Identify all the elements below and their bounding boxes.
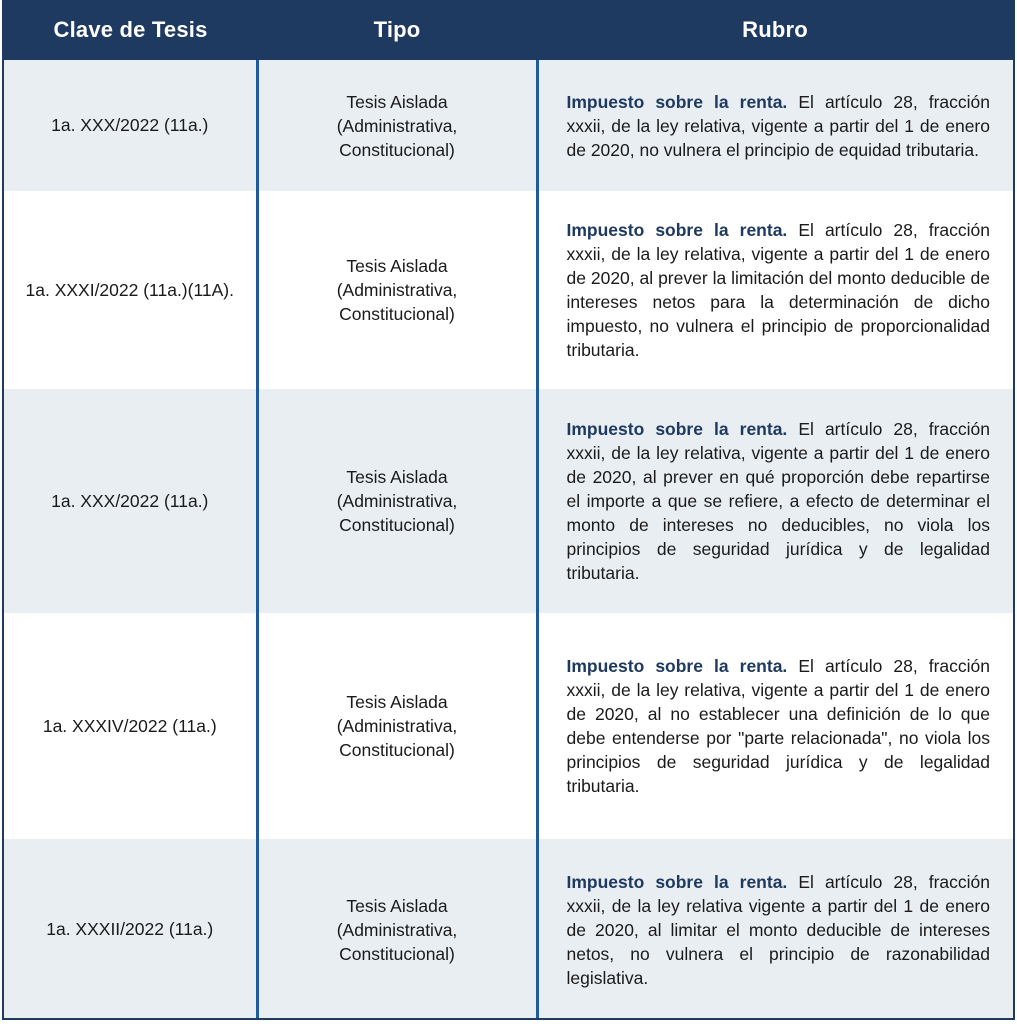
cell-rubro xyxy=(537,839,1013,1020)
rubro-text: El artículo 28, fracción xxxii, de la ley relativa, vigente a partir del 1 de enero de 2020, al prever la limitación del monto deducible de intereses netos para la determinación de dicho impuesto, no vulnera el principio de proporcionalidad tributaria. xyxy=(566,220,991,360)
tipo-line: Constitucional) xyxy=(339,740,455,760)
rubro-title: Impuesto sobre la renta. xyxy=(566,220,788,240)
cell-clave: 1a. XXX/2022 (11a.) xyxy=(4,60,257,191)
rubro-text: El artículo 28, fracción xxxii, de la ley relativa vigente a partir del 1 de enero de 2020, al limitar el monto deducible de intereses netos, no vulnera el principio de razonabilidad legislativa. xyxy=(566,871,991,988)
cell-rubro xyxy=(537,389,1013,613)
tipo-line: (Administrativa, xyxy=(336,115,458,136)
cell-tipo xyxy=(257,389,537,613)
tipo-line: Constitucional) xyxy=(339,139,455,160)
tipo-line: (Administrativa, xyxy=(336,491,458,511)
tipo-line: Tesis Aislada xyxy=(346,692,448,712)
tipo-line: (Administrativa, xyxy=(336,716,458,736)
tesis-table xyxy=(4,0,1013,1020)
cell-clave: 1a. XXX/2022 (11a.) xyxy=(4,389,257,613)
rubro-title: Impuesto sobre la renta. xyxy=(566,419,788,439)
rubro-title: Impuesto sobre la renta. xyxy=(566,91,788,112)
cell-tipo xyxy=(257,191,537,389)
rubro-title: Impuesto sobre la renta. xyxy=(566,871,788,892)
table-body xyxy=(4,60,1013,1020)
cell-tipo xyxy=(257,613,537,839)
header-tipo: Tipo xyxy=(257,0,537,60)
tipo-line: Tesis Aislada xyxy=(346,91,448,112)
tipo-line: Constitucional) xyxy=(339,304,455,324)
tipo-line: Tesis Aislada xyxy=(346,256,448,276)
table-row xyxy=(4,613,1013,839)
cell-rubro xyxy=(537,191,1013,389)
cell-clave: 1a. XXXI/2022 (11a.)(11A). xyxy=(4,191,257,389)
rubro-text: El artículo 28, fracción xxxii, de la ley relativa, vigente a partir del 1 de enero de 2020, al no establecer una definición de lo que debe entenderse por "parte relacionada", no viola los principios de seguridad jurídica y de legalidad tributaria. xyxy=(566,656,991,796)
rubro-title: Impuesto sobre la renta. xyxy=(566,656,788,676)
tipo-line: Tesis Aislada xyxy=(346,895,448,916)
table-row xyxy=(4,389,1013,613)
header-rubro: Rubro xyxy=(537,0,1013,60)
tipo-line: (Administrativa, xyxy=(336,280,458,300)
header-clave: Clave de Tesis xyxy=(4,0,257,60)
cell-tipo xyxy=(257,839,537,1020)
cell-tipo xyxy=(257,60,537,191)
rubro-text: El artículo 28, fracción xxxii, de la ley relativa, vigente a partir del 1 de enero de 2020, al prever en qué proporción debe repartirse el importe a que se refiere, a efecto de determinar el monto de intereses no deducibles, no viola los principios de seguridad jurídica y de legalidad tributaria. xyxy=(566,419,991,583)
table-header xyxy=(4,0,1013,60)
table-row xyxy=(4,839,1013,1020)
table-row xyxy=(4,60,1013,191)
tipo-line: Tesis Aislada xyxy=(346,467,448,487)
tipo-line: (Administrativa, xyxy=(336,919,458,940)
cell-rubro xyxy=(537,613,1013,839)
header-row xyxy=(4,0,1013,60)
table-row xyxy=(4,191,1013,389)
cell-clave: 1a. XXXII/2022 (11a.) xyxy=(4,839,257,1020)
cell-rubro xyxy=(537,60,1013,191)
tipo-line: Constitucional) xyxy=(339,515,455,535)
tesis-table-frame xyxy=(2,0,1015,1020)
rubro-text: El artículo 28, fracción xxxii, de la ley relativa, vigente a partir del 1 de enero de 2020, no vulnera el principio de equidad tributaria. xyxy=(566,91,991,160)
cell-clave: 1a. XXXIV/2022 (11a.) xyxy=(4,613,257,839)
tipo-line: Constitucional) xyxy=(339,943,455,964)
